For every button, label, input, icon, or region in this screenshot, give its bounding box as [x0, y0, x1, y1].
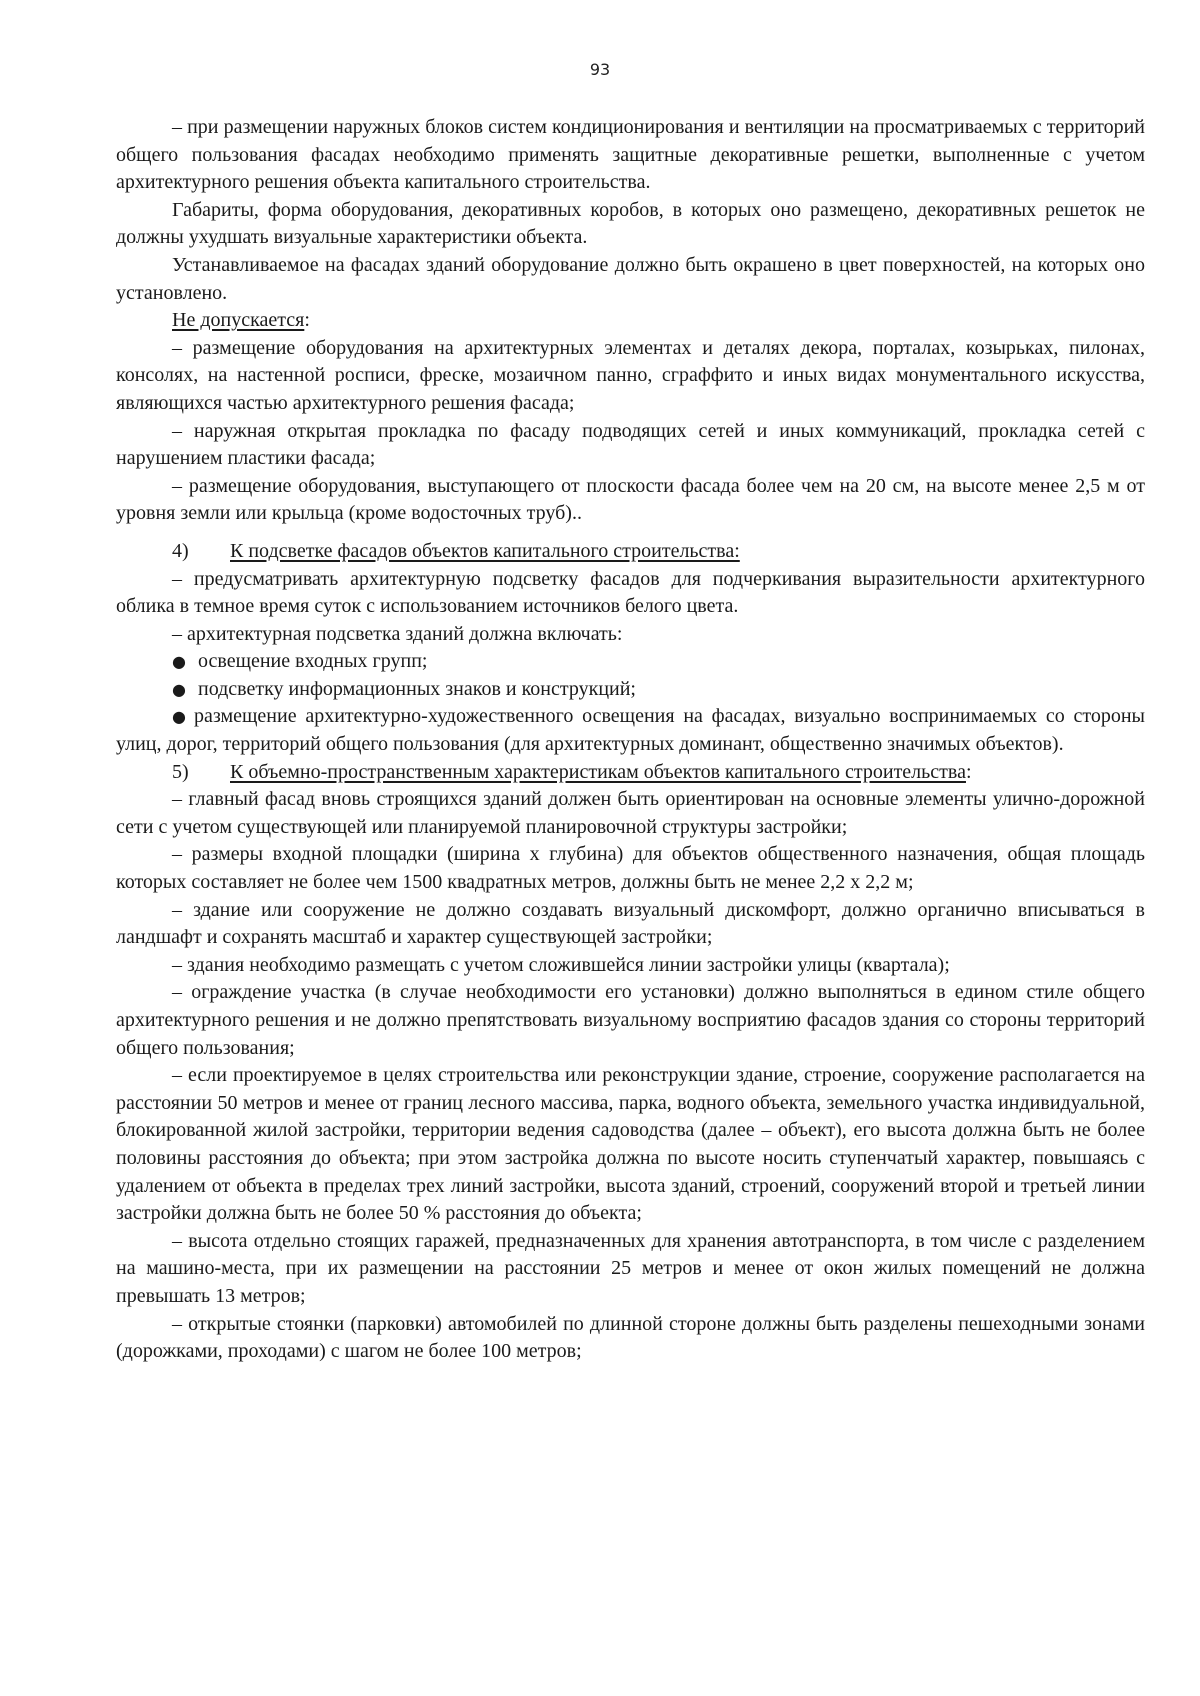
paragraph-main-facade: – главный фасад вновь строящихся зданий должен быть ориентирован на основные элементы улично-дорожной сети с учетом существующей или планируемой планировочной структуры застройки;	[116, 788, 1145, 838]
paragraph-equipment-dimensions: Габариты, форма оборудования, декоративных коробов, в которых оно размещено, декоративных решеток не должны ухудшать визуальные характеристики объекта.	[116, 198, 1145, 249]
paragraph-parking: – открытые стоянки (парковки) автомобилей по длинной стороне должны быть разделены пешеходными зонами (дорожками, проходами) с шагом не более 100 метров;	[116, 1312, 1145, 1363]
bullet-item-artistic-lighting	[116, 703, 1145, 758]
bullet-item-sign-lighting	[116, 676, 1145, 704]
paragraph-fencing: – ограждение участка (в случае необходимости его установки) должно выполняться в едином стиле общего архитектурного решения и не должно препятствовать визуальному восприятию фасадов здания со стороны территорий общего пользования;	[116, 981, 1145, 1059]
section-number-4: 4)	[172, 539, 189, 562]
paragraph-open-wiring: – наружная открытая прокладка по фасаду подводящих сетей и иных коммуникаций, прокладка сетей с нарушением пластики фасада;	[116, 419, 1145, 470]
paragraph-equipment-color: Устанавливаемое на фасадах зданий оборудование должно быть окрашено в цвет поверхностей, на которых оно установлено.	[116, 253, 1145, 304]
paragraph-entrance-platform: – размеры входной площадки (ширина х глубина) для объектов общественного назначения, общая площадь которых составляет не более чем 1500 квадратных метров, должны быть не менее 2,2 х 2,2 м;	[116, 843, 1145, 894]
bullet-text: освещение входных групп;	[198, 650, 428, 673]
paragraph-building-height: – если проектируемое в целях строительства или реконструкции здание, строение, сооружение располагается на расстоянии 50 метров и менее от границ лесного массива, парка, водного объекта, земельного участка индивидуальной, блокированной жилой застройки, территории ведения садоводства (далее – объект), его высота должна быть не более половины расстояния до объекта; при этом застройка должна по высоте носить ступенчатый характер, повышаясь с удалением от объекта в пределах трех линий застройки, высота зданий, строений, сооружений второй и третьей линии застройки должна быть не более 50 % расстояния до объекта;	[116, 1064, 1145, 1225]
section-title-5: К объемно-пространственным характеристикам объектов капитального строительства	[230, 760, 966, 783]
paragraph-visual-comfort: – здание или сооружение не должно создавать визуальный дискомфорт, должно органично вписываться в ландшафт и сохранять масштаб и характер существующей застройки;	[116, 898, 1145, 949]
paragraph-garage-height: – высота отдельно стоящих гаражей, предназначенных для хранения автотранспорта, в том числе с разделением на машино-места, при их размещении на расстоянии 25 метров и менее от окон жилых помещений не должна превышать 13 метров;	[116, 1229, 1145, 1307]
section-colon-5: :	[965, 760, 972, 783]
bullet-icon: ●	[172, 707, 186, 727]
bullet-text: подсветку информационных знаков и конструкций;	[198, 677, 636, 700]
section-heading-5	[116, 759, 1145, 787]
paragraph-ventilation-grilles: – при размещении наружных блоков систем кондиционирования и вентиляции на просматриваемых с территорий общего пользования фасадах необходимо применять защитные декоративные решетки, выполненные с учетом архитектурного решения объекта капитального строительства.	[116, 116, 1145, 194]
bullet-text: размещение архитектурно-художественного освещения на фасадах, визуально воспринимаемых со стороны улиц, дорог, территорий общего пользования (для архитектурных доминант, общественно значимых объектов).	[116, 705, 1145, 756]
paragraph-equipment-on-decor: – размещение оборудования на архитектурных элементах и деталях декора, порталах, козырьках, пилонах, консолях, на настенной росписи, фреске, мозаичном панно, сграффито и иных видах монументального искусства, являющихся частью архитектурного решения фасада;	[116, 336, 1145, 414]
bullet-icon: ●	[172, 652, 186, 672]
paragraph-lighting-includes: – архитектурная подсветка зданий должна включать:	[172, 622, 623, 645]
paragraph-protruding-equipment: – размещение оборудования, выступающего от плоскости фасада более чем на 20 см, на высоте менее 2,5 м от уровня земли или крыльца (кроме водосточных труб)..	[116, 474, 1145, 525]
not-allowed-label	[116, 307, 1145, 335]
bullet-item-entrance-lighting	[116, 648, 1145, 676]
document-body	[116, 114, 1145, 1366]
section-number-5: 5)	[172, 760, 189, 783]
page-number: 93	[589, 60, 611, 79]
paragraph-facade-lighting: – предусматривать архитектурную подсветку фасадов для подчеркивания выразительности архитектурного облика в темное время суток с использованием источников белого цвета.	[116, 567, 1145, 618]
paragraph-building-line: – здания необходимо размещать с учетом сложившейся линии застройки улицы (квартала);	[172, 953, 950, 976]
section-title-4: К подсветке фасадов объектов капитального строительства:	[230, 539, 740, 562]
section-heading-4	[116, 538, 1145, 566]
bullet-icon: ●	[172, 679, 186, 699]
not-allowed-text: Не допускается	[172, 309, 305, 332]
not-allowed-colon: :	[304, 309, 310, 332]
